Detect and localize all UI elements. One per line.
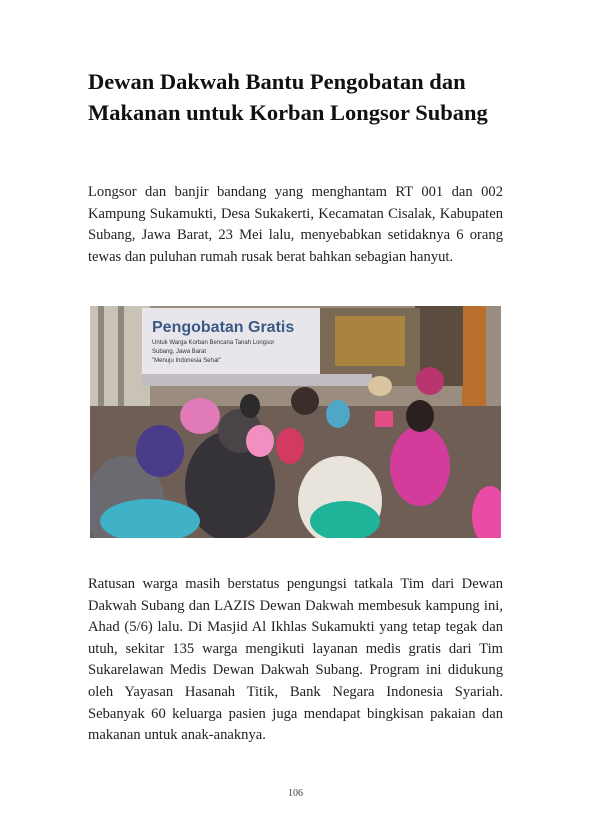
article-paragraph-2: Ratusan warga masih berstatus pengungsi tatkala Tim dari Dewan Dakwah Subang dan LAZIS Dewan Dakwah membesuk kampung ini, Ahad (5/6) lalu. Di Masjid Al Ikhlas Sukamukti yang tetap tegak dan utuh, sekitar 135 warga mengikuti layanan medis gratis dari Tim Sukarelawan Medis Dewan Dakwah Subang. Program ini didukung oleh Yayasan Hasanah Titik, Bank Negara Indonesia Syariah. Sebanyak 60 keluarga pasien juga mendapat bingkisan pakaian dan makanan untuk anak-anaknya. [88,576,503,744]
article-photo [90,306,501,538]
banner-title: Pengobatan Gratis [152,319,295,336]
banner-line-3: "Menuju Indonesia Sehat" [152,358,221,364]
photo-illustration [90,306,501,538]
article-title: Dewan Dakwah Bantu Pengobatan dan Makanan untuk Korban Longsor Subang [88,69,488,125]
article-paragraph-1: Longsor dan banjir bandang yang menghantam RT 001 dan 002 Kampung Sukamukti, Desa Sukakerti, Kecamatan Cisalak, Kabupaten Subang, Jawa Barat, 23 Mei lalu, menyebabkan setidaknya 6 orang tewas dan puluhan rumah rusak berat bahkan sebagian hanyut. [88,184,503,265]
banner-line-2: Subang, Jawa Barat [152,349,207,355]
page-number: 106 [288,788,303,799]
banner-line-1: Untuk Warga Korban Bencana Tanah Longsor [152,340,275,346]
